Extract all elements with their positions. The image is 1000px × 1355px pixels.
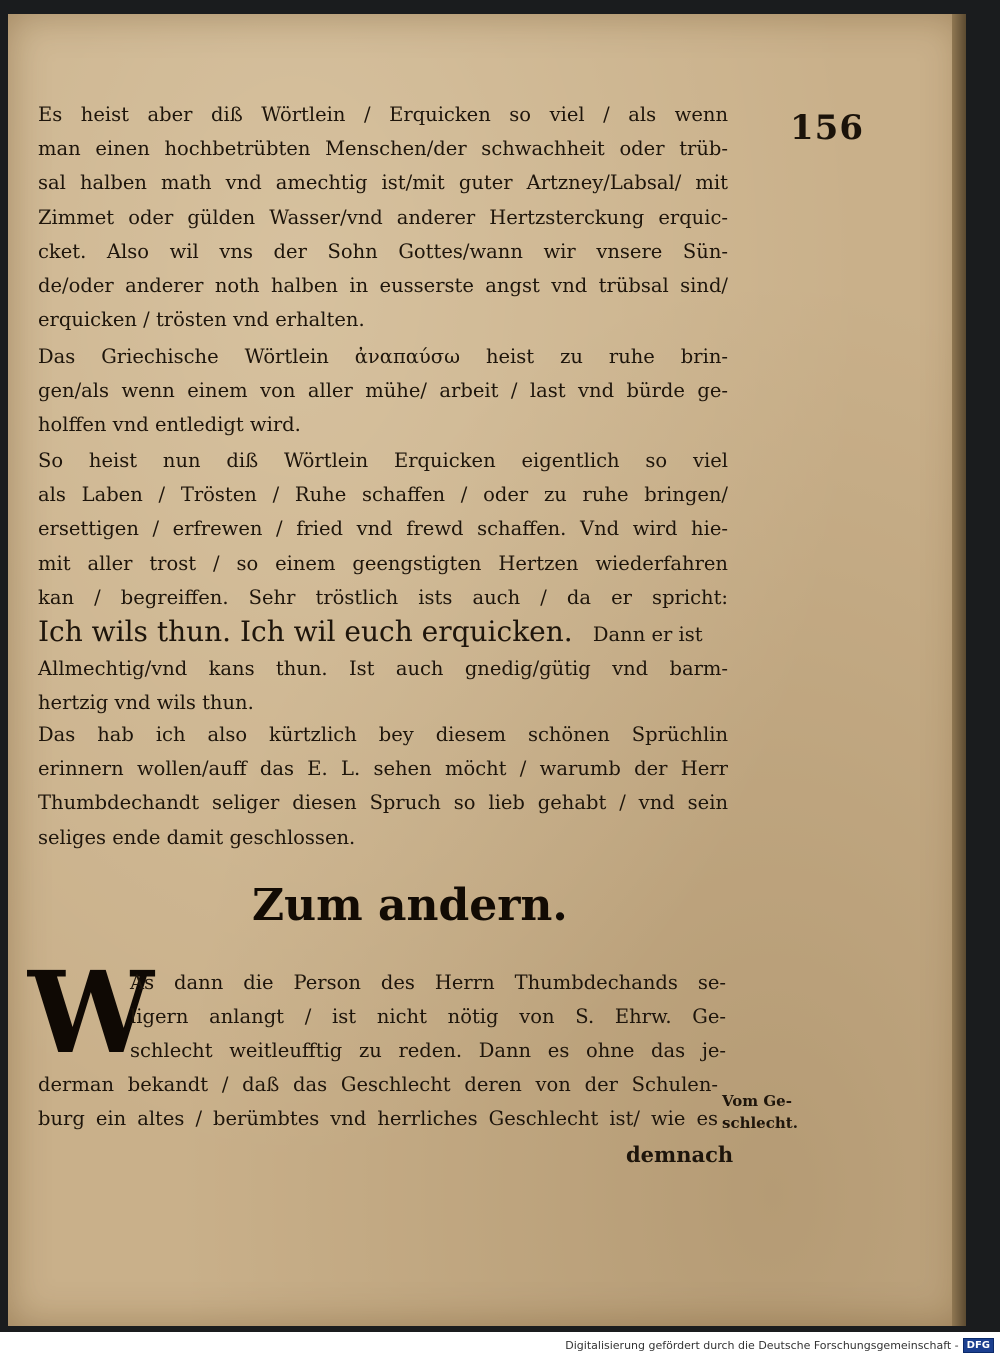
- text-line: So heist nun diß Wörtlein Erquicken eigentlich so viel: [38, 449, 728, 472]
- text-line: derman bekandt / daß das Geschlecht deren von der Schulen-: [38, 1073, 718, 1096]
- text-line: Zimmet oder gülden Wasser/vnd anderer Hertzsterckung erquic-: [38, 205, 728, 229]
- page-edge: [952, 14, 966, 1326]
- text-line: ligern anlangt / ist nicht nötig von S. Ehrw. Ge-: [130, 1005, 726, 1029]
- text-line: erinnern wollen/auff das E. L. sehen möcht / warumb der Herr: [38, 757, 728, 781]
- text-line: hertzig vnd wils thun.: [38, 691, 254, 715]
- emphasis-quote: Ich wils thun. Ich wil euch erquicken.: [38, 615, 573, 649]
- text-line: erquicken / trösten vnd erhalten.: [38, 308, 365, 332]
- decorated-initial: W: [28, 948, 154, 1079]
- text-line: Das Griechische Wörtlein ἀναπαύσω heist zu ruhe brin-: [38, 345, 728, 368]
- text-line: kan / begreiffen. Sehr tröstlich ists auch / da er spricht:: [38, 585, 728, 609]
- text-line: gen/als wenn einem von aller mühe/ arbeit / last vnd bürde ge-: [38, 379, 728, 403]
- margin-note: Vom Ge- schlecht.: [722, 1092, 798, 1132]
- text-line: Es heist aber diß Wörtlein / Erquicken so viel / als wenn: [38, 103, 728, 126]
- text-line: ersettigen / erfrewen / fried vnd frewd schaffen. Vnd wird hie-: [38, 517, 728, 541]
- catchword: demnach: [626, 1142, 734, 1167]
- text-line: de/oder anderer noth halben in eusserste angst vnd trübsal sind/: [38, 274, 728, 298]
- dfg-logo: DFG: [963, 1338, 994, 1353]
- text-line: sal halben math vnd amechtig ist/mit guter Artzney/Labsal/ mit: [38, 171, 728, 195]
- text-line: man einen hochbetrübten Menschen/der schwachheit oder trüb-: [38, 137, 728, 161]
- paragraph-greek-word: [38, 340, 728, 443]
- text-line: Thumbdechandt seliger diesen Spruch so lieb gehabt / vnd sein: [38, 791, 728, 815]
- text-line: schlecht weitleufftig zu reden. Dann es ohne das je-: [130, 1039, 726, 1063]
- text-line: als Laben / Trösten / Ruhe schaffen / oder zu ruhe bringen/: [38, 483, 728, 507]
- section-heading: Zum andern.: [252, 880, 568, 931]
- footer-text: Digitalisierung gefördert durch die Deutsche Forschungsgemeinschaft -: [565, 1339, 959, 1352]
- paragraph-meaning: [38, 444, 728, 721]
- text-line: burg ein altes / berümbtes vnd herrliches Geschlecht ist/ wie es: [38, 1107, 718, 1131]
- paragraph-person-intro: [130, 966, 726, 1069]
- paragraph-person-continued: [38, 1068, 728, 1136]
- text-line: seliges ende damit geschlossen.: [38, 825, 356, 849]
- text-line: Allmechtig/vnd kans thun. Ist auch gnedig/gütig vnd barm-: [38, 657, 728, 681]
- text-line: holffen vnd entledigt wird.: [38, 413, 301, 437]
- page-number: 156: [790, 108, 864, 148]
- text-line: Das hab ich also kürtzlich bey diesem schönen Sprüchlin: [38, 723, 728, 746]
- digitization-footer: [565, 1338, 994, 1353]
- text-line: cket. Also wil vns der Sohn Gottes/wann wir vnsere Sün-: [38, 239, 728, 263]
- paragraph-erquicken-definition: [38, 98, 728, 337]
- text-line: As dann die Person des Herrn Thumbdechands se-: [130, 971, 726, 994]
- paragraph-summary: [38, 718, 728, 855]
- emphasis-tail: Dann er ist: [592, 623, 703, 647]
- emphasis-line: [38, 615, 728, 652]
- text-line: mit aller trost / so einem geengstigten Hertzen wiederfahren: [38, 551, 728, 575]
